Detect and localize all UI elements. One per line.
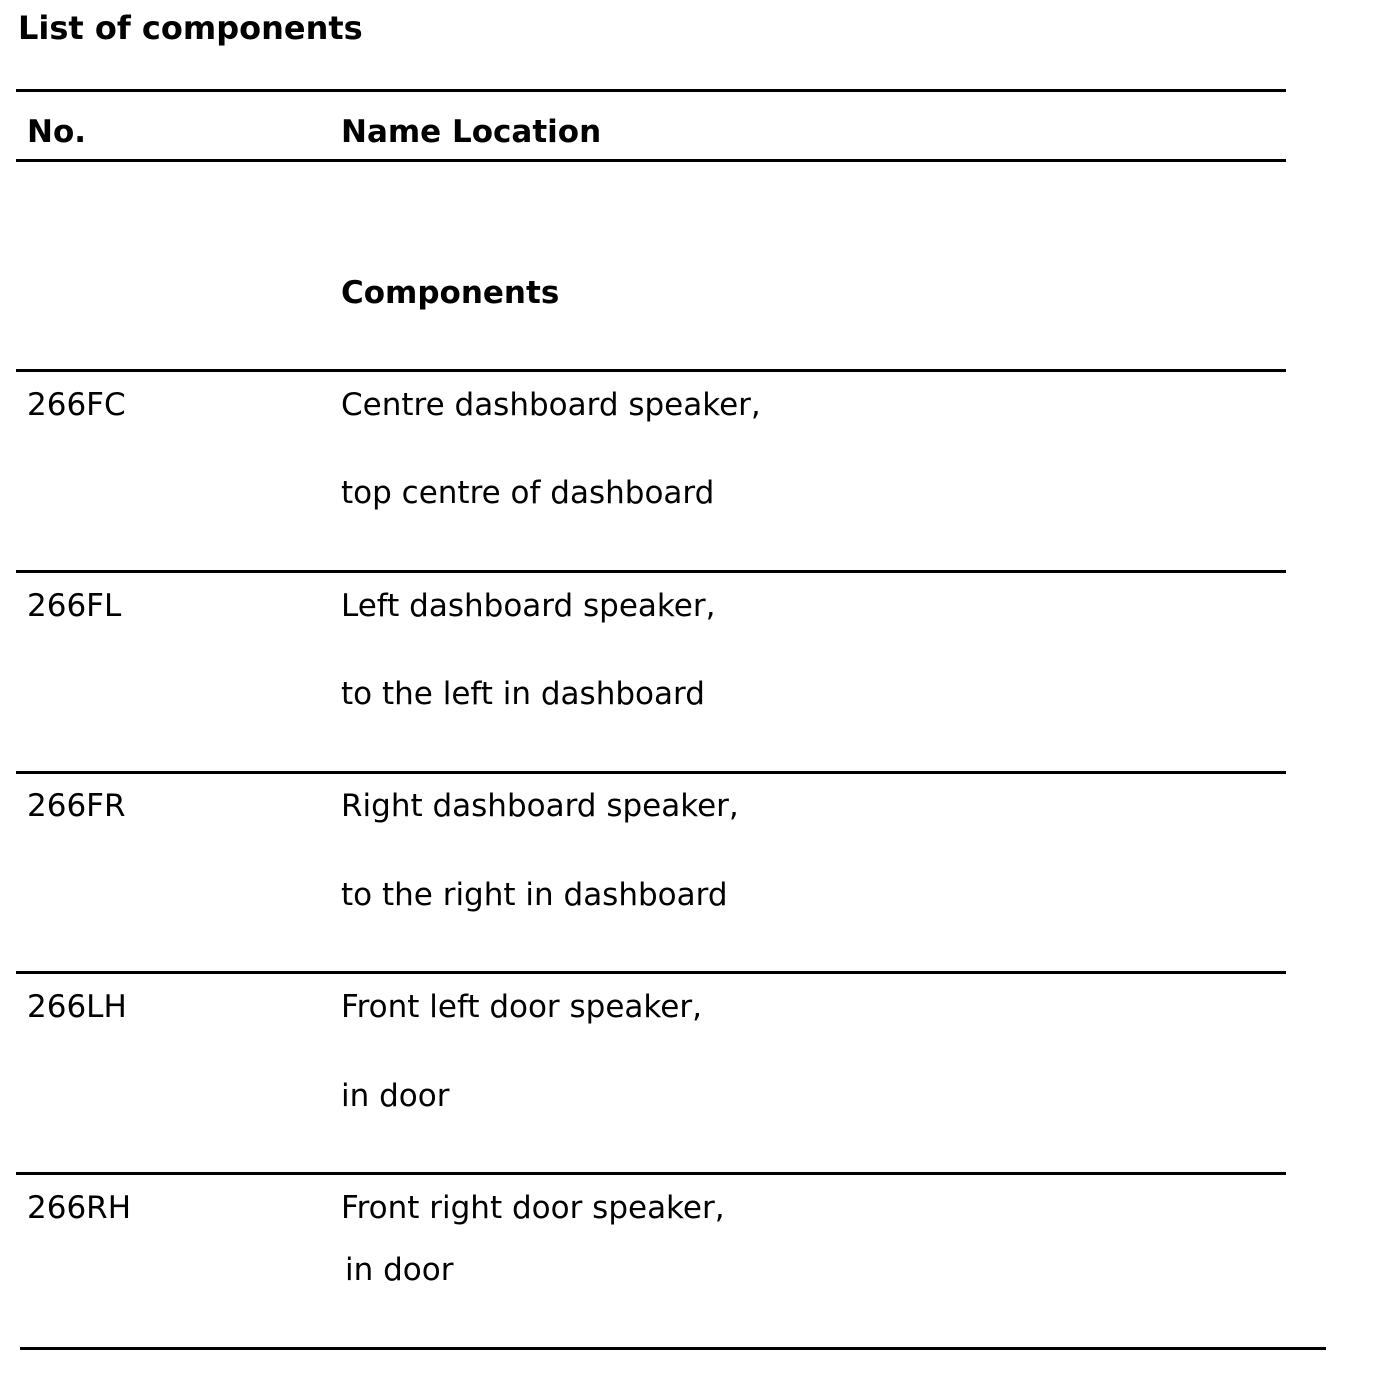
table-row-location: to the left in dashboard [341,676,705,712]
table-row-location: in door [345,1252,454,1288]
table-row-name: Left dashboard speaker, [341,588,716,624]
section-label: Components [341,275,560,311]
header-bottom-rule [16,159,1286,162]
row-divider [16,369,1286,372]
row-divider [16,771,1286,774]
table-row-no: 266FC [27,387,126,423]
table-row-name: Right dashboard speaker, [341,788,739,824]
column-header-name-location: Name Location [341,114,602,150]
table-top-rule [16,89,1286,92]
table-row-name: Centre dashboard speaker, [341,387,761,423]
table-row-name: Front left door speaker, [341,989,702,1025]
table-row-no: 266FL [27,588,122,624]
table-row-location: in door [341,1078,450,1114]
row-divider [16,1172,1286,1175]
page-title: List of components [18,9,363,47]
table-row-location: to the right in dashboard [341,877,728,913]
table-row-name: Front right door speaker, [341,1190,725,1226]
row-divider [16,570,1286,573]
table-bottom-rule [20,1347,1326,1350]
table-row-no: 266RH [27,1190,132,1226]
row-divider [16,971,1286,974]
table-row-location: top centre of dashboard [341,475,715,511]
column-header-no: No. [27,114,87,150]
table-row-no: 266FR [27,788,126,824]
table-row-no: 266LH [27,989,127,1025]
